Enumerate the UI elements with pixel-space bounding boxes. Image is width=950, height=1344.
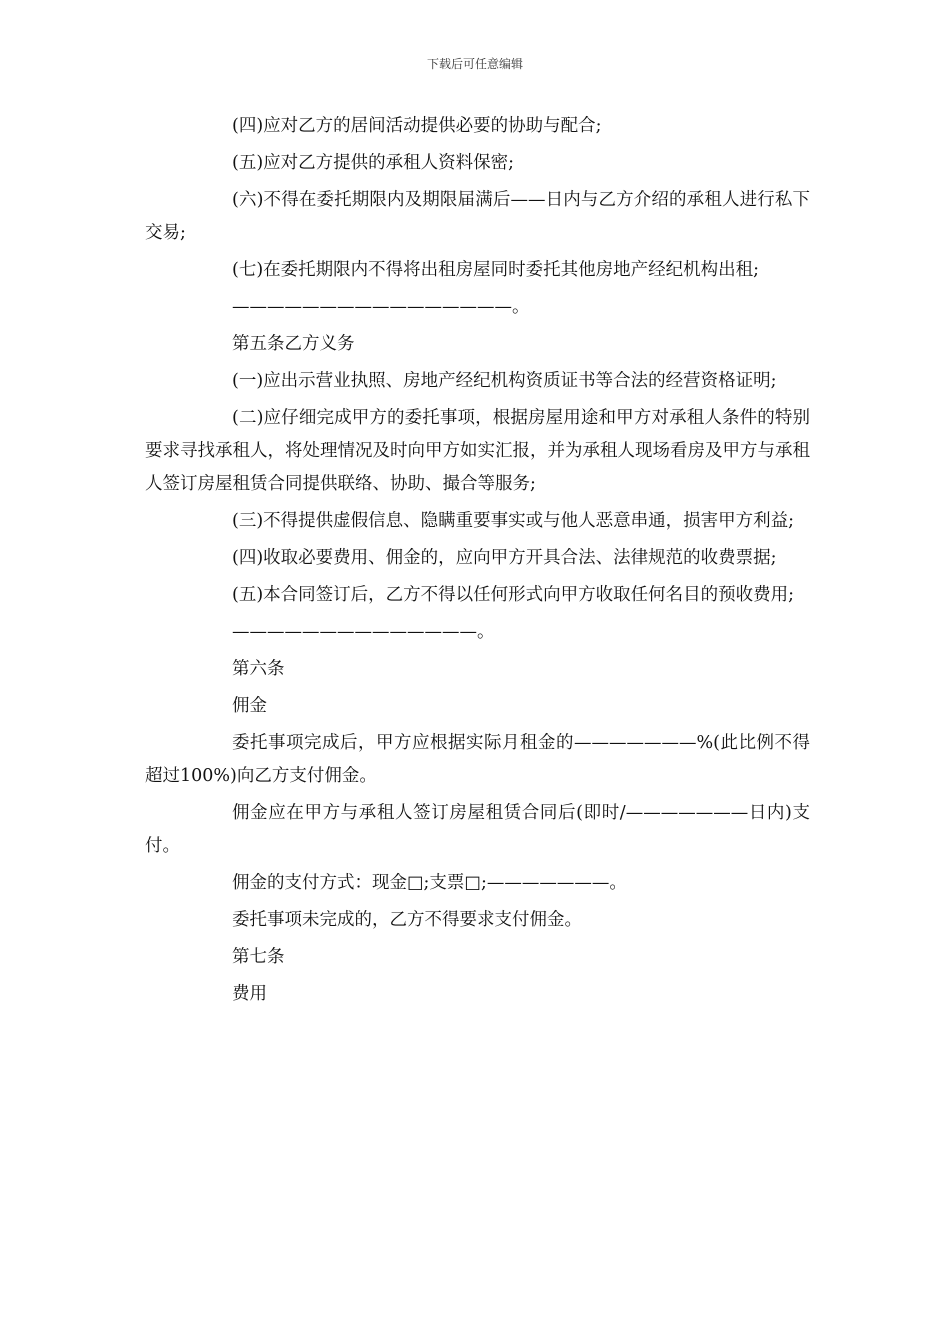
section-heading: 第五条乙方义务 — [232, 334, 355, 354]
clause-paragraph: 佣金的支付方式：现金□;支票□;———————。 — [232, 873, 627, 893]
section-heading: 第七条 — [232, 947, 285, 967]
blank-line: ——————————————。 — [232, 622, 495, 642]
clause-paragraph: 委托事项未完成的，乙方不得要求支付佣金。 — [232, 910, 582, 930]
clause-paragraph: (四)应对乙方的居间活动提供必要的协助与配合; — [232, 116, 602, 136]
clause-paragraph: (四)收取必要费用、佣金的，应向甲方开具合法、法律规范的收费票据; — [232, 548, 777, 568]
page-header-note: 下载后可任意编辑 — [426, 57, 523, 71]
clause-paragraph: (一)应出示营业执照、房地产经纪机构资质证书等合法的经营资格证明; — [232, 371, 777, 391]
section-heading: 第六条 — [232, 659, 285, 679]
clause-paragraph: (三)不得提供虚假信息、隐瞒重要事实或与他人恶意串通，损害甲方利益; — [232, 511, 795, 531]
clause-paragraph: (六)不得在委托期限内及期限届满后——日内与乙方介绍的承租人进行私下交易; — [145, 190, 810, 243]
clause-paragraph: (五)本合同签订后，乙方不得以任何形式向甲方收取任何名目的预收费用; — [232, 585, 795, 605]
clause-paragraph: 委托事项完成后，甲方应根据实际月租金的———————%(此比例不得超过100%)向乙方支付佣金。 — [145, 733, 810, 786]
clause-paragraph: (五)应对乙方提供的承租人资料保密; — [232, 153, 515, 173]
clause-paragraph: (七)在委托期限内不得将出租房屋同时委托其他房地产经纪机构出租; — [232, 260, 760, 280]
section-title: 佣金 — [232, 696, 267, 716]
clause-paragraph: (二)应仔细完成甲方的委托事项，根据房屋用途和甲方对承租人条件的特别要求寻找承租人，将处理情况及时向甲方如实汇报，并为承租人现场看房及甲方与承租人签订房屋租赁合同提供联络、协助、撮合等服务; — [145, 408, 810, 494]
clause-paragraph: 佣金应在甲方与承租人签订房屋租赁合同后(即时/———————日内)支付。 — [145, 803, 810, 856]
document-body — [145, 110, 810, 1015]
section-title: 费用 — [232, 984, 267, 1004]
blank-line: ————————————————。 — [232, 297, 530, 317]
